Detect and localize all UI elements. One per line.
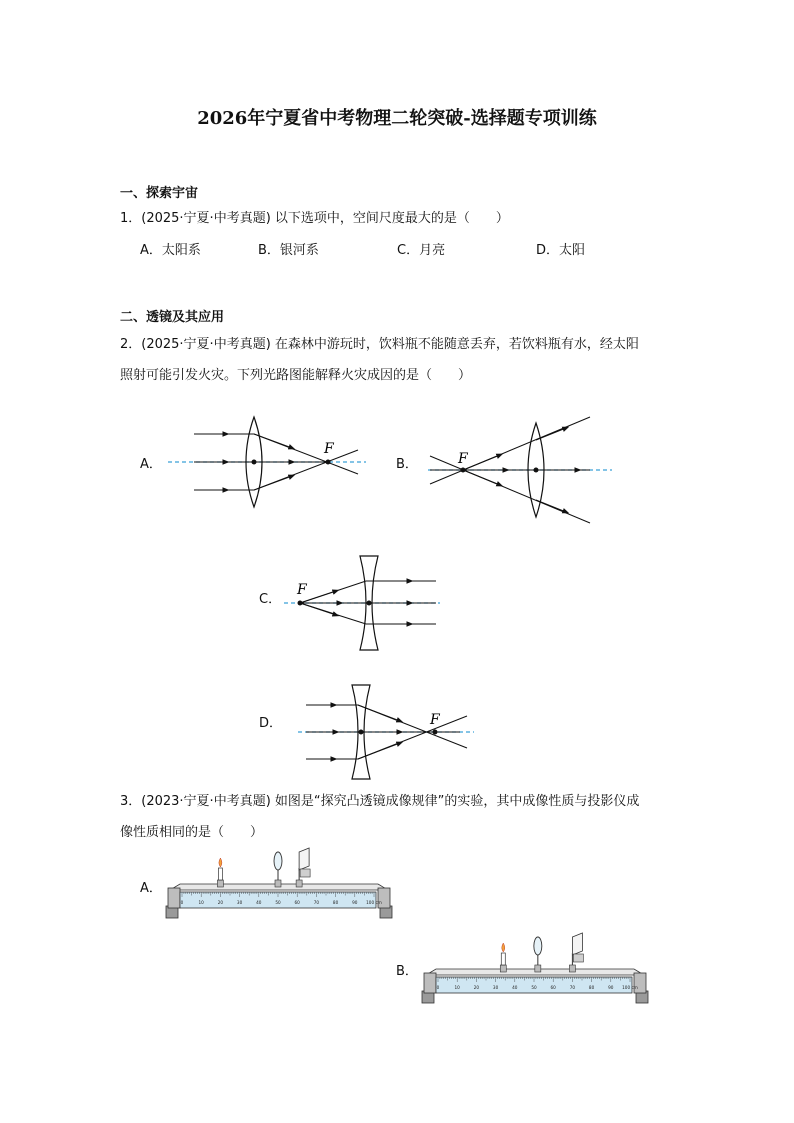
ruler-label: 10 [454,985,460,990]
lens [534,937,542,955]
q2-option-b[interactable]: B． [396,457,418,472]
ruler-label: 60 [294,900,300,905]
q1-option-d[interactable]: D．太阳 [536,243,586,258]
ruler-label: 80 [332,900,339,905]
ruler-label: 30 [492,985,499,990]
svg-text:F: F [430,712,440,728]
screen [299,848,309,870]
page-title: 2026年宁夏省中考物理二轮突破-选择题专项训练 [197,108,597,129]
focal-label: F [324,441,334,457]
ruler-label: 70 [313,900,320,905]
ruler-label: 50 [275,900,281,905]
lens [274,852,282,870]
ruler-label: 0 [436,985,440,990]
q1-option-b[interactable]: B．银河系 [258,243,319,258]
ruler-label: 20 [217,900,224,905]
question-3-line1: 3．(2023·宁夏·中考真题) 如图是“探究凸透镜成像规律”的实验，其中成像性质与投影仪成 [120,794,640,809]
section-heading-1: 一、探索宇宙 [120,186,199,201]
q1-option-a[interactable]: A．太阳系 [140,243,201,258]
question-2-line1: 2．(2025·宁夏·中考真题) 在森林中游玩时，饮料瓶不能随意丢弃，若饮料瓶有水，经太阳 [120,337,639,352]
ruler-label: 100 cm [366,900,382,905]
bench-end [378,888,390,908]
ruler-label: 90 [608,985,614,990]
optical-bench-a [164,850,394,922]
question-1-text: 1．(2025·宁夏·中考真题) 以下选项中，空间尺度最大的是（ ） [120,211,509,226]
bench-end [168,888,180,908]
candle-holder [217,880,223,887]
candle-flame [502,943,505,952]
q2-option-a[interactable]: A． [140,457,162,472]
lens-holder [275,880,281,887]
ruler-label: 10 [198,900,204,905]
screen-holder [296,880,302,887]
bench-end [424,973,436,993]
question-3-line2: 像性质相同的是（ ） [120,825,264,840]
screen-clamp [573,954,583,962]
ruler-label: 70 [569,985,576,990]
candle-flame [219,858,222,867]
lens-holder [535,965,541,972]
q2-option-d[interactable]: D． [259,716,283,731]
candle [218,868,222,880]
candle [501,953,505,965]
ruler-label: 60 [550,985,556,990]
ruler-label: 100 cm [622,985,638,990]
section-heading-2: 二、透镜及其应用 [120,310,225,325]
q2-option-c[interactable]: C． [259,592,282,607]
candle-holder [500,965,506,972]
q1-option-c[interactable]: C．月亮 [397,243,446,258]
ruler-label: 40 [512,985,518,990]
ruler-label: 50 [531,985,537,990]
screen-clamp [300,869,310,877]
bench-end [634,973,646,993]
q3-option-b[interactable]: B． [396,964,418,979]
ruler-label: 90 [352,900,358,905]
question-2-line2: 照射可能引发火灾。下列光路图能解释火灾成因的是（ ） [120,368,472,383]
svg-text:F: F [297,582,307,598]
ruler-label: 40 [256,900,262,905]
ruler-label: 80 [588,985,595,990]
optical-bench-b [420,935,650,1007]
ruler-label: 30 [236,900,243,905]
ruler-label: 20 [473,985,480,990]
q3-option-a[interactable]: A． [140,881,162,896]
svg-text:F: F [458,451,468,467]
screen [572,933,582,955]
screen-holder [569,965,575,972]
ruler-label: 0 [180,900,184,905]
